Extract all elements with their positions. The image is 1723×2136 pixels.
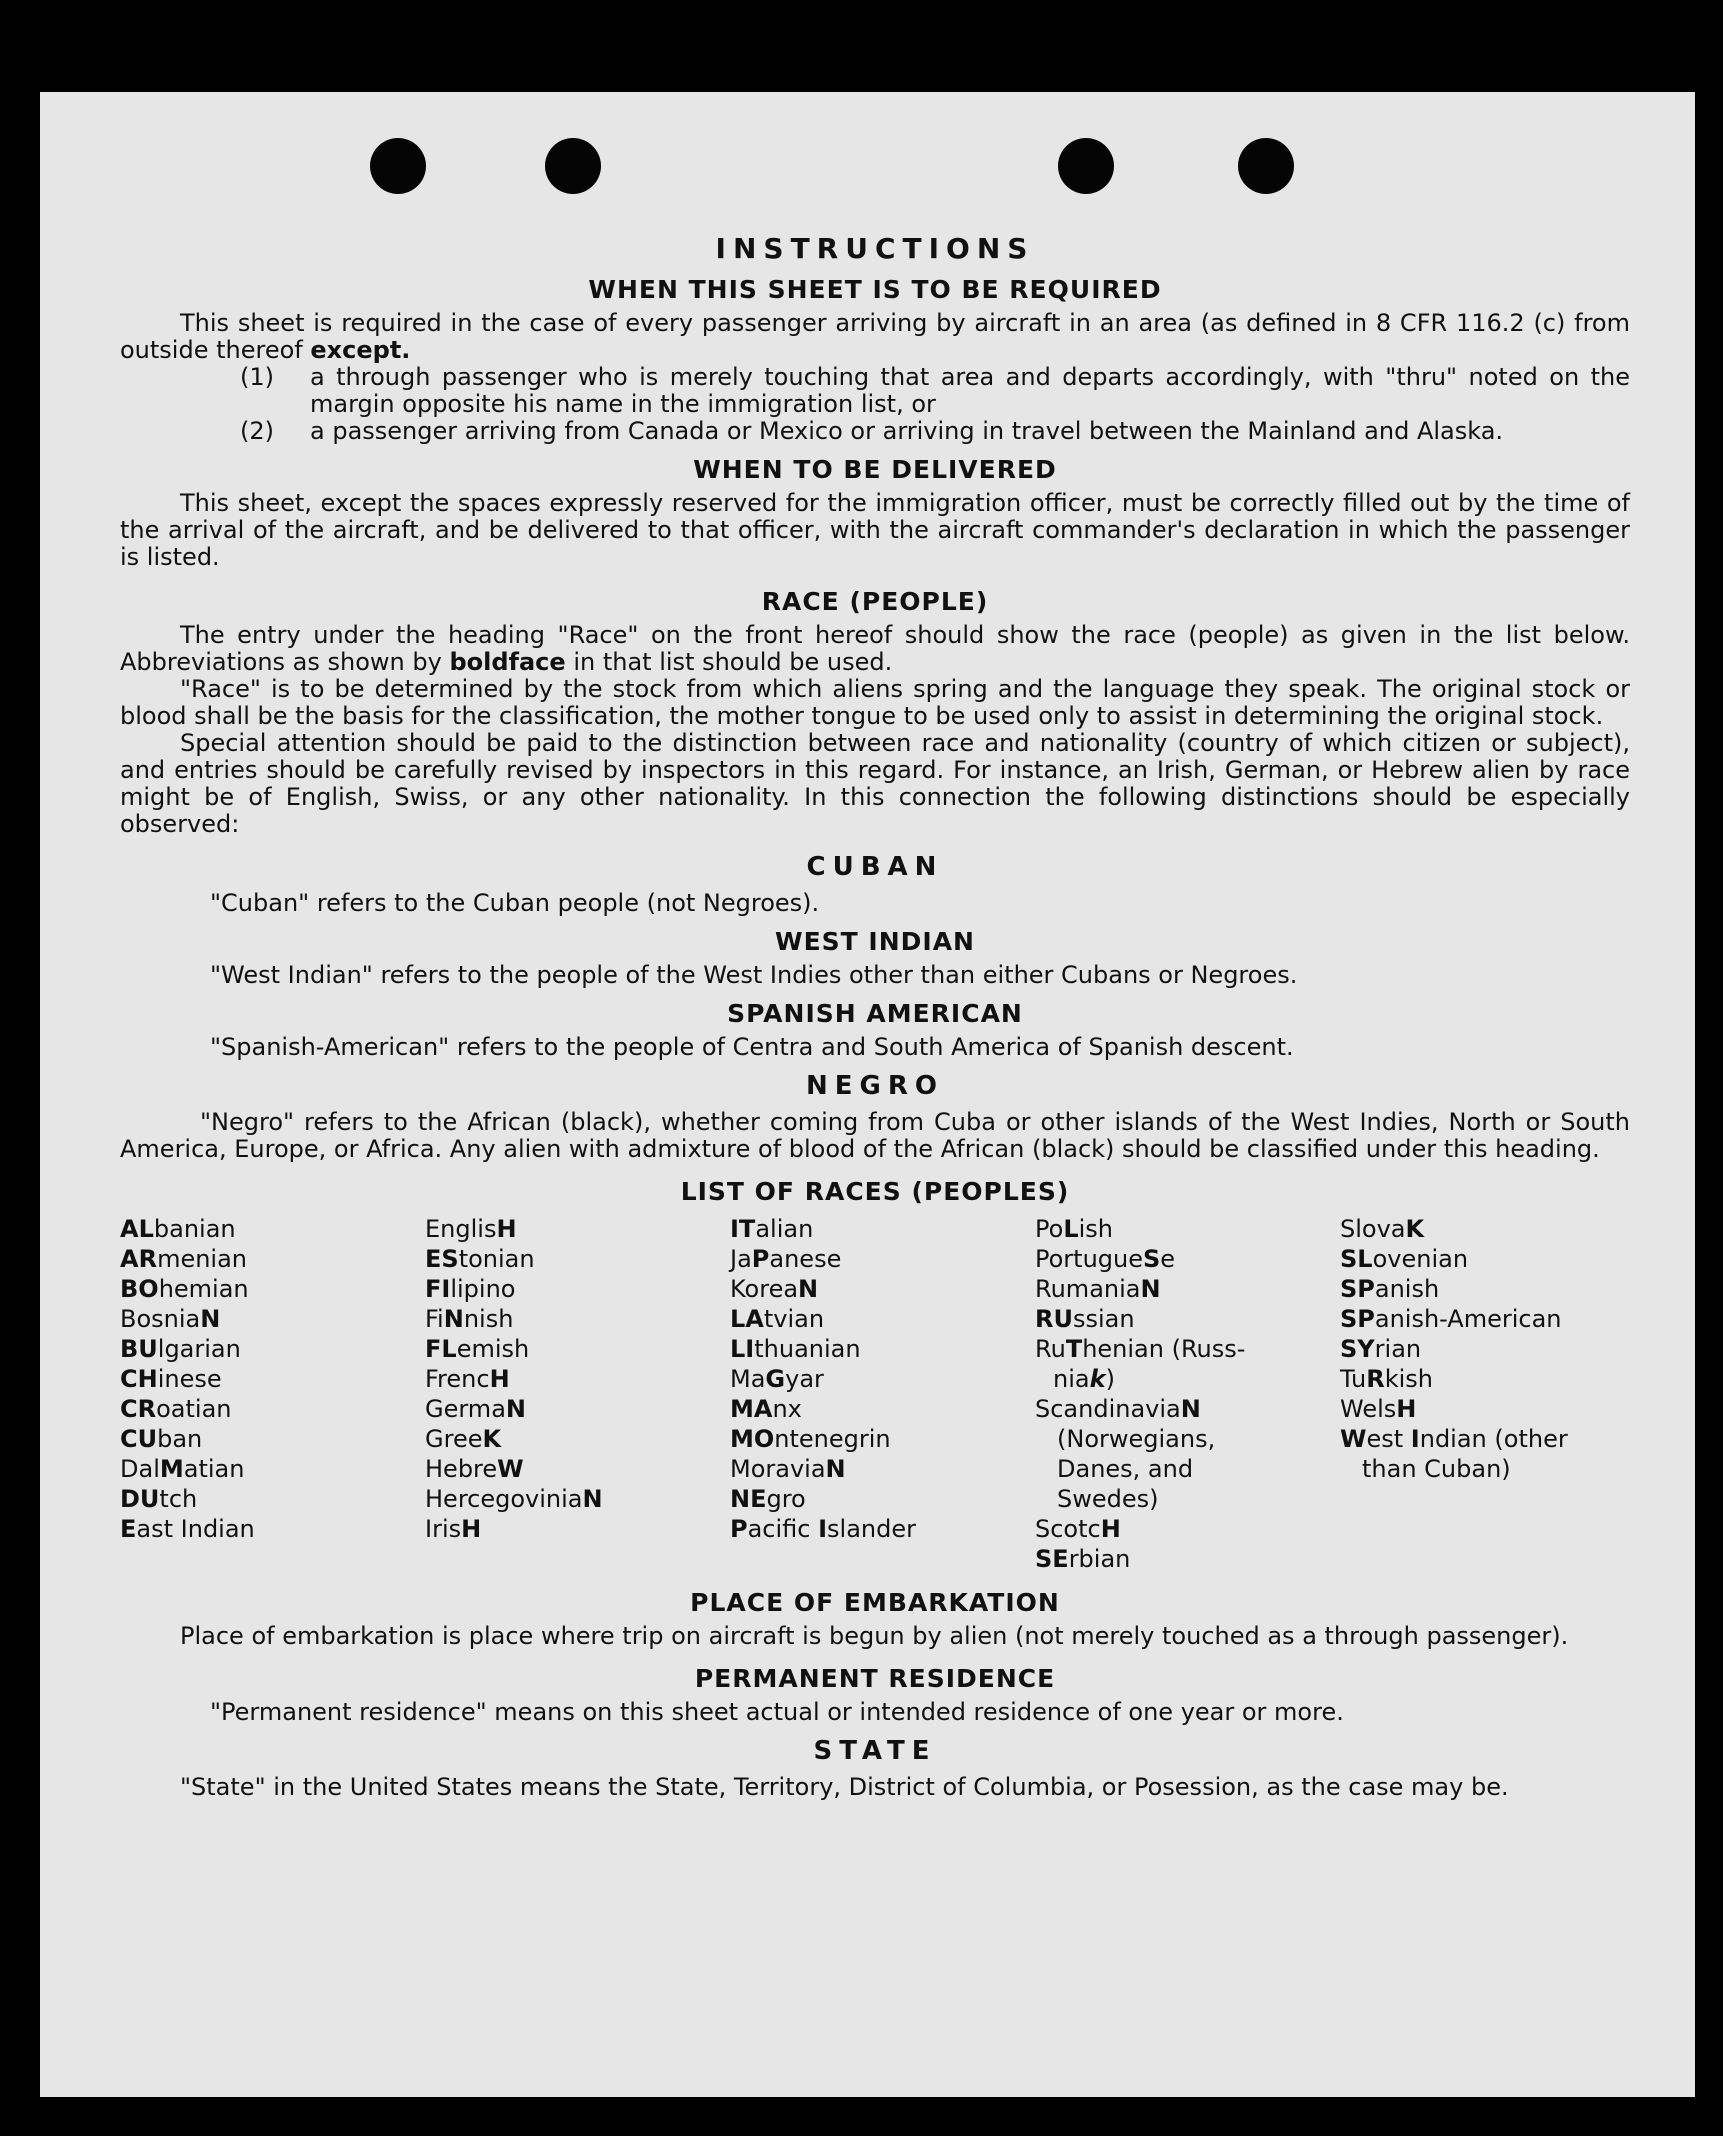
race-item: niak) [1053,1365,1115,1393]
race-item: SErbian [1035,1545,1131,1573]
race-item: Pacific Islander [730,1515,917,1543]
heading-embarkation: PLACE OF EMBARKATION [690,1588,1060,1617]
race-item: BOhemian [120,1275,249,1303]
race-item: TuRkish [1340,1365,1433,1393]
punch-hole [1238,138,1294,194]
race-item: KoreaN [730,1275,819,1303]
document-content [120,232,1630,1801]
paragraph-text: The entry under the heading "Race" on the front hereof should show the race (people) as given in the list below. Abbreviations as shown by [120,621,1630,676]
item-text: a through passenger who is merely touching that area and departs accordingly, with "thru" noted on the margin opposite his name in the immigration list, or [310,363,1630,418]
paragraph-race-1 [120,622,1630,676]
race-item: RUssian [1035,1305,1135,1333]
race-item: MOntenegrin [730,1425,891,1453]
race-item: MAnx [730,1395,802,1423]
race-item: SYrian [1340,1335,1422,1363]
race-item: FrencH [425,1365,510,1393]
race-item: FLemish [425,1335,530,1363]
race-item: HebreW [425,1455,524,1483]
paragraph-when-required [120,310,1630,364]
race-item: PoLish [1035,1215,1113,1243]
heading-permanent-residence: PERMANENT RESIDENCE [694,1664,1056,1693]
race-item: PortugueSe [1035,1245,1176,1273]
race-item: DUtch [120,1485,198,1513]
paragraph-race-3: Special attention should be paid to the distinction between race and nationality (country of which citizen or subject), and entries should be carefully revised by inspectors in this regard. For instance, an Irish, German, or Hebrew alien by race might be of English, Swiss, or any other nationality. In this connection the following distinctions should be especially observed: [120,729,1630,838]
race-item: West Indian (other [1340,1425,1568,1453]
races-column [120,1214,410,1574]
race-item: MaGyar [730,1365,824,1393]
races-column [730,1214,1020,1574]
heading-west-indian: WEST INDIAN [775,927,975,956]
bold-text: boldface [449,648,566,676]
race-item: LIthuanian [730,1335,861,1363]
heading-state: STATE [813,1736,937,1766]
race-item: RuThenian (Russ- [1035,1335,1246,1363]
races-column [425,1214,715,1574]
paragraph-when-delivered: This sheet, except the spaces expressly reserved for the immigration officer, must be correctly filled out by the time of the arrival of the aircraft, and be delivered to that officer, with the aircraft commander's declaration in which the passenger is listed. [120,489,1630,571]
race-item: SPanish [1340,1275,1440,1303]
heading-when-required: WHEN THIS SHEET IS TO BE REQUIRED [588,275,1162,304]
heading-negro: NEGRO [806,1071,944,1101]
item-number: (2) [240,417,274,445]
races-column [1035,1214,1325,1574]
document-title: INSTRUCTIONS [715,232,1035,265]
race-item: JaPanese [730,1245,842,1273]
punch-hole [370,138,426,194]
heading-spanish-american: SPANISH AMERICAN [727,999,1023,1028]
race-item: GermaN [425,1395,526,1423]
race-item: BUlgarian [120,1335,241,1363]
paragraph-text: This sheet is required in the case of every passenger arriving by aircraft in an area (as defined in 8 CFR 116.2 (c) from outside thereof [120,309,1630,364]
race-item: FiNnish [425,1305,514,1333]
paragraph-embarkation: Place of embarkation is place where trip on aircraft is begun by alien (not merely touched as a through passenger). [180,1622,1569,1650]
paragraph-text: in that list should be used. [573,648,893,676]
list-item [120,364,1630,418]
race-item: ScotcH [1035,1515,1121,1543]
heading-race: RACE (PEOPLE) [761,587,989,616]
race-item: FIlipino [425,1275,516,1303]
list-item [120,418,1630,445]
race-item: CRoatian [120,1395,232,1423]
race-item: NEgro [730,1485,806,1513]
race-item: WelsH [1340,1395,1417,1423]
races-list [120,1214,1630,1574]
race-item: RumaniaN [1035,1275,1161,1303]
paragraph-state: "State" in the United States means the State, Territory, District of Columbia, or Posession, as the case may be. [180,1773,1509,1801]
heading-when-delivered: WHEN TO BE DELIVERED [693,455,1057,484]
race-item: CHinese [120,1365,222,1393]
paragraph-west-indian: "West Indian" refers to the people of the West Indies other than either Cubans or Negroes. [210,961,1298,989]
item-number: (1) [240,363,274,391]
paragraph-negro: "Negro" refers to the African (black), whether coming from Cuba or other islands of the West Indies, North or South America, Europe, or Africa. Any alien with admixture of blood of the African (black) should be classified under this heading. [120,1108,1630,1163]
race-item: ALbanian [120,1215,236,1243]
race-item: MoraviaN [730,1455,846,1483]
race-item: HercegoviniaN [425,1485,603,1513]
paragraph-cuban: "Cuban" refers to the Cuban people (not Negroes). [210,889,820,917]
race-item: East Indian [120,1515,255,1543]
document-sheet [40,92,1695,2097]
race-item: SPanish-American [1340,1305,1562,1333]
race-item: DalMatian [120,1455,245,1483]
race-item: ScandinaviaN [1035,1395,1201,1423]
race-item: SLovenian [1340,1245,1469,1273]
races-column [1340,1214,1630,1574]
bold-text: except. [310,336,411,364]
heading-cuban: CUBAN [806,852,944,882]
race-item: BosniaN [120,1305,221,1333]
punch-hole [1058,138,1114,194]
race-item: LAtvian [730,1305,825,1333]
race-item: IrisH [425,1515,482,1543]
race-item: EnglisH [425,1215,517,1243]
race-item: than Cuban) [1362,1455,1511,1483]
paragraph-race-2: "Race" is to be determined by the stock from which aliens spring and the language they speak. The original stock or blood shall be the basis for the classification, the mother tongue to be used only to assist in determining the original stock. [120,675,1630,730]
race-item: ITalian [730,1215,814,1243]
race-item: SlovaK [1340,1215,1425,1243]
race-item: EStonian [425,1245,535,1273]
heading-list-of-races: LIST OF RACES (PEOPLES) [680,1177,1070,1206]
race-item: Danes, and [1057,1455,1194,1483]
race-item: Swedes) [1057,1485,1159,1513]
punch-hole [545,138,601,194]
race-item: ARmenian [120,1245,248,1273]
paragraph-spanish-american: "Spanish-American" refers to the people of Centra and South America of Spanish descent. [210,1033,1294,1061]
race-item: (Norwegians, [1057,1425,1216,1453]
paragraph-permanent-residence: "Permanent residence" means on this sheet actual or intended residence of one year or more. [210,1698,1344,1726]
race-item: GreeK [425,1425,502,1453]
item-text: a passenger arriving from Canada or Mexico or arriving in travel between the Mainland and Alaska. [310,417,1504,445]
race-item: CUban [120,1425,203,1453]
